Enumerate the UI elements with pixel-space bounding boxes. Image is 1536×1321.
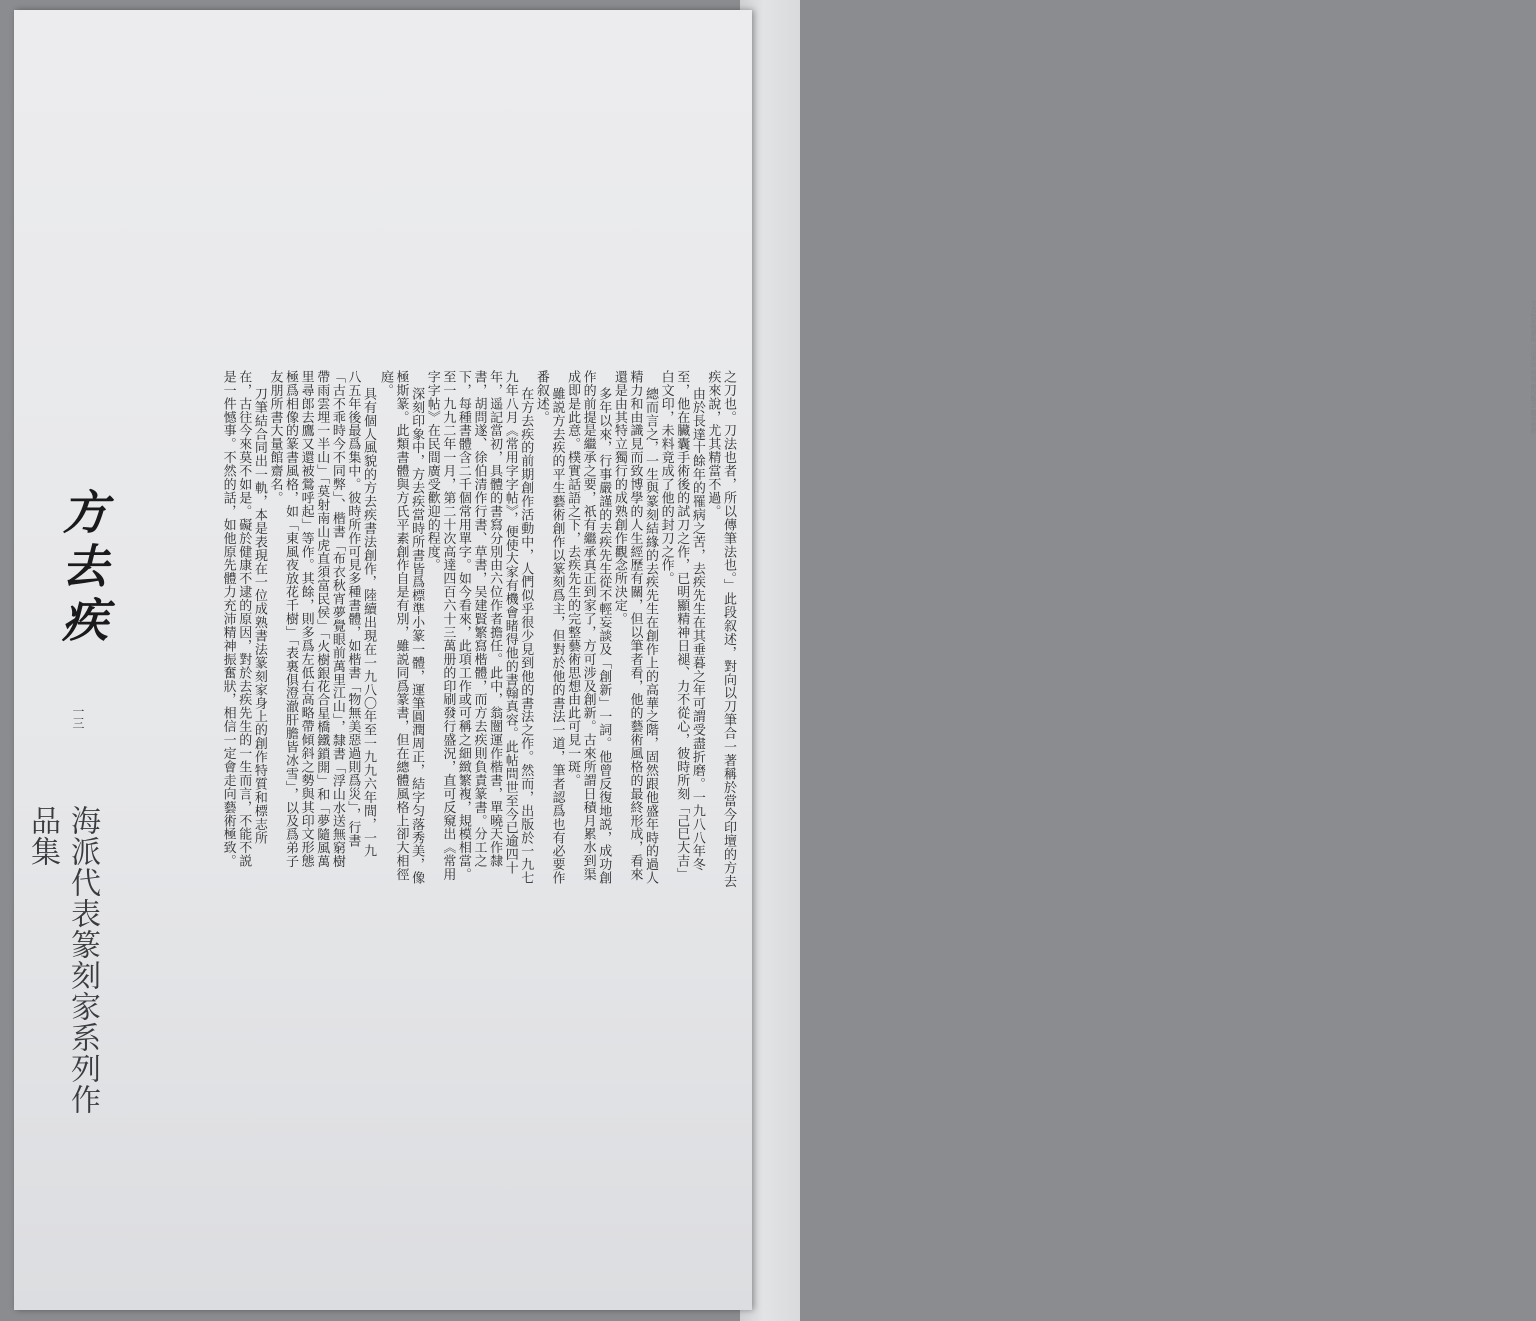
paragraph-1: 之刀也。刀法也者，所以傳筆法也。」此段叙述，對向以刀筆合一著稱於當今印壇的方去疾來說，尤其精當不過。 bbox=[705, 370, 736, 889]
paragraph-9: 刀筆結合同出一軌，本是表現在一位成熟書法篆刻家身上的創作特質和標志所在，古往今來莫不如是。礙於健康不逮的原因，對於去疾先生的一生而言，不能不説是一件憾事。不然的話，如他原先體力充沛精神振奮狀，相信一定會走向藝術極致。 bbox=[220, 370, 267, 868]
page-number: 一三 bbox=[71, 705, 85, 729]
paragraph-4: 多年以來，行事嚴謹的去疾先生從不輕妄談及「創新」一詞。他曾反復地説，成功創作的前提是繼承之要，祇有繼承真正到家了，方可涉及創新。古來所謂日積月累水到渠成即是此意。樸實話語之下，去疾先生的完整藝術思想由此可見一斑。 bbox=[565, 370, 612, 885]
paragraph-2: 由於長達十餘年的罹病之苦，去疾先生在其垂暮之年可謂受盡折磨。一九八八年冬至，他在臟囊手術後的試刀之作，已明顯精神日褪、力不從心，彼時所刻「己巳大吉」白文印，未料竟成了他的封刀之作。 bbox=[658, 370, 705, 882]
body-text-left bbox=[184, 370, 376, 870]
series-title: 海派代表篆刻家系列作品集 bbox=[25, 805, 100, 1115]
paragraph-6: 在方去疾的前期創作活動中，人們似乎很少見到他的書法之作。然而，出版於一九七九年八月《常用字字帖》，便使大家有機會睹得他的書翰真容。此帖問世至今已逾四十年，遥記當初，具體的書寫分別由六位作者擔任。此中，翁闓運作楷書，單曉天作隸書，胡問遂、徐伯清作行書、草書，吴建賢繁寫楷體，而方去疾則負責篆書。分工之下，每種書體含二千個常用單字。如今看來，此項工作或可稱之細緻繁複，規模相當。至一九九二年一月，第二十次高達四百六十三萬册的印刷發行盛況，直可反窺出《常用字字帖》在民間廣受歡迎的程度。 bbox=[424, 370, 534, 885]
paragraph-3: 總而言之，一生與篆刻結緣的去疾先生在創作上的高華之階，固然跟他盛年時的過人精力和由識見而致博學的人生經歷有關，但以筆者看，他的藝術風格的最終形成，看來還是由其特立獨行的成熟創作觀念所決定。 bbox=[611, 370, 659, 885]
back-page-text: 方去疾篆刻藝術 刀法筆法 印壇 創作觀念 繼承創新 bbox=[1529, 300, 1536, 434]
paragraph-7: 深刻印象中，方去疾當時所書皆爲標準小篆一體，運筆圓潤周正，結字匀落秀美，像極斯篆。此類書體與方氏平素創作自是有別，雖説同爲篆書，但在總體風格上卻大相徑庭。 bbox=[377, 370, 425, 885]
paragraph-8: 具有個人風貌的方去疾書法創作，陸續出現在一九八〇年至一九九六年間，一九八五年後最爲集中。彼時所作可見多種書體，如楷書「物無美惡過則爲災」，行書「古不乖時今不同弊」、楷書「布衣秋宵夢覺眼前萬里江山」，隸書「浮山水送無窮樹帶雨雲埋一半山」「莫射南山虎直須富民侯」「火樹銀花合星橋鐵鎖開」和「夢隨風萬里尋郎去鷹又還被鶯呼起」等作。其餘，則多爲左低右高略帶傾斜之勢與其印文形態極爲相像的篆書風格，如「東風夜放花千樹」「表裏俱澄澈肝膽皆冰雪」，以及爲弟子友朋所書大量館齋名。 bbox=[267, 370, 376, 869]
author-signature: 方去疾 bbox=[55, 488, 109, 650]
book-page bbox=[14, 10, 752, 1310]
body-text-right bbox=[374, 370, 736, 890]
paragraph-5: 雖説方去疾的平生藝術創作以篆刻爲主，但對於他的書法一道，筆者認爲也有必要作番叙述。 bbox=[533, 370, 565, 885]
